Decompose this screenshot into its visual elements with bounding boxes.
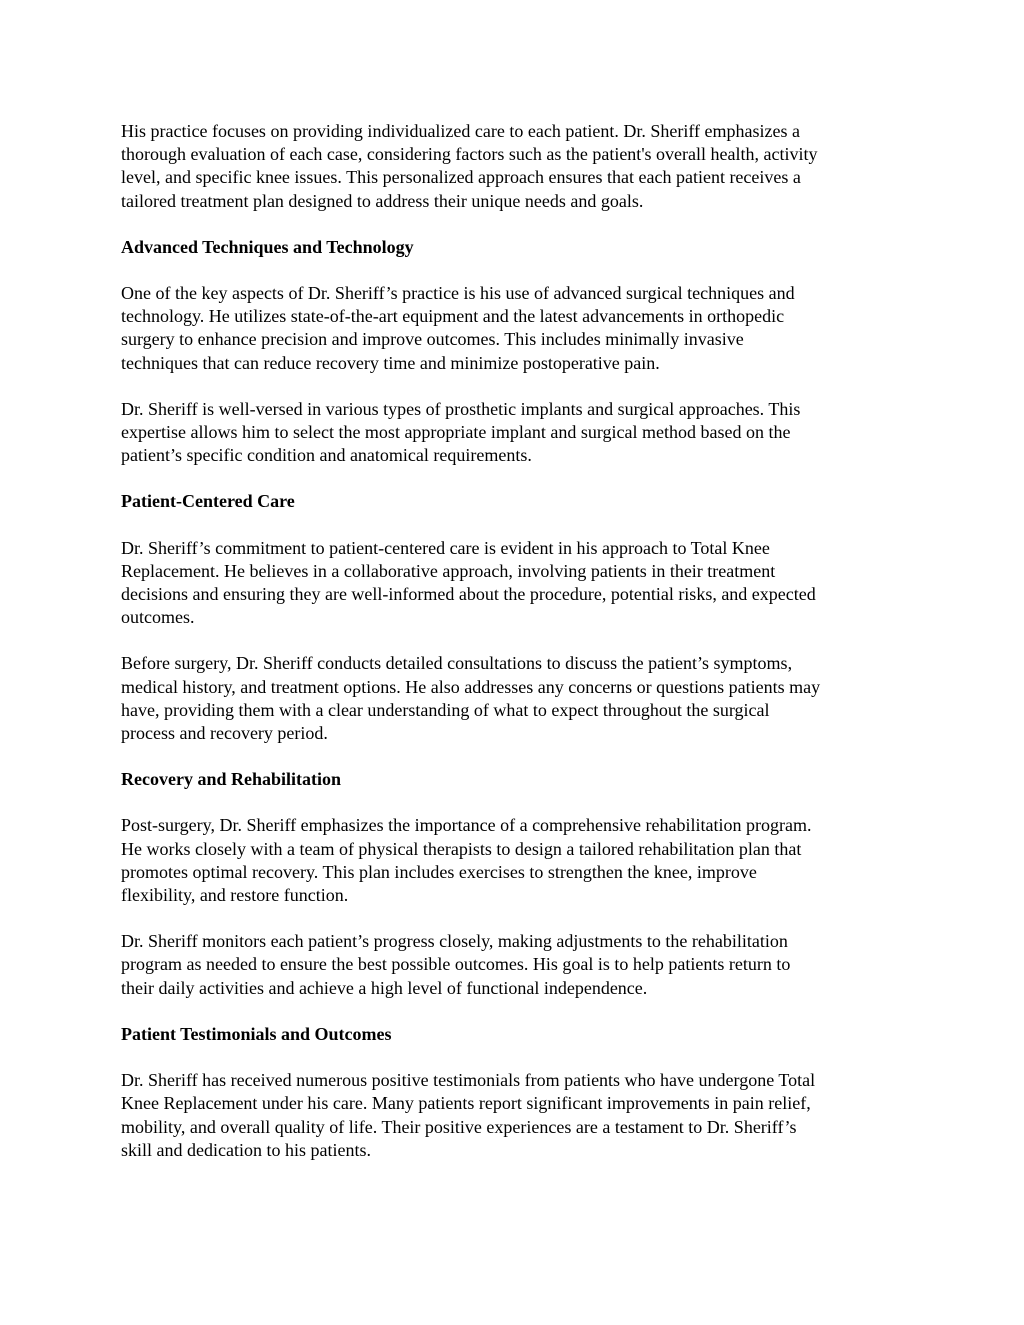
document-page [121,120,911,1185]
recovery-paragraph-2: Dr. Sheriff monitors each patient’s progress closely, making adjustments to the rehabilitation program as needed to ensure the best possible outcomes. His goal is to help patients return to their daily activities and achieve a high level of functional independence. [121,931,791,998]
heading-recovery-rehabilitation: Recovery and Rehabilitation [121,769,341,790]
advanced-techniques-paragraph-2: Dr. Sheriff is well-versed in various types of prosthetic implants and surgical approaches. This expertise allows him to select the most appropriate implant and surgical method based on the patient’s specific condition and anatomical requirements. [121,398,801,466]
intro-paragraph: His practice focuses on providing individualized care to each patient. Dr. Sheriff emphasizes a thorough evaluation of each case, considering factors such as the patient's overall health, activity level, and specific knee issues. This personalized approach ensures that each patient receives a tailored treatment plan designed to address their unique needs and goals. [121,121,818,211]
testimonials-paragraph: Dr. Sheriff has received numerous positive testimonials from patients who have undergone Total Knee Replacement under his care. Many patients report significant improvements in pain relief, mobility, and overall quality of life. Their positive experiences are a testament to Dr. Sheriff’s skill and dedication to his patients. [121,1070,816,1160]
advanced-techniques-paragraph-1: One of the key aspects of Dr. Sheriff’s practice is his use of advanced surgical techniques and technology. He utilizes state-of-the-art equipment and the latest advancements in orthopedic surgery to enhance precision and improve outcomes. This includes minimally invasive techniques that can reduce recovery time and minimize postoperative pain. [121,283,795,373]
heading-testimonials-outcomes: Patient Testimonials and Outcomes [121,1023,392,1044]
patient-centered-paragraph-1: Dr. Sheriff’s commitment to patient-centered care is evident in his approach to Total Knee Replacement. He believes in a collaborative approach, involving patients in their treatment decisions and ensuring they are well-informed about the procedure, potential risks, and expected outcomes. [121,537,816,628]
heading-patient-centered-care: Patient-Centered Care [121,491,295,512]
patient-centered-paragraph-2: Before surgery, Dr. Sheriff conducts detailed consultations to discuss the patient’s symptoms, medical history, and treatment options. He also addresses any concerns or questions patients may have, providing them with a clear understanding of what to expect throughout the surgical process and recovery period. [121,653,821,744]
recovery-paragraph-1: Post-surgery, Dr. Sheriff emphasizes the importance of a comprehensive rehabilitation program. He works closely with a team of physical therapists to design a tailored rehabilitation plan that promotes optimal recovery. This plan includes exercises to strengthen the knee, improve flexibility, and restore function. [121,815,812,906]
heading-advanced-techniques: Advanced Techniques and Technology [121,236,414,257]
